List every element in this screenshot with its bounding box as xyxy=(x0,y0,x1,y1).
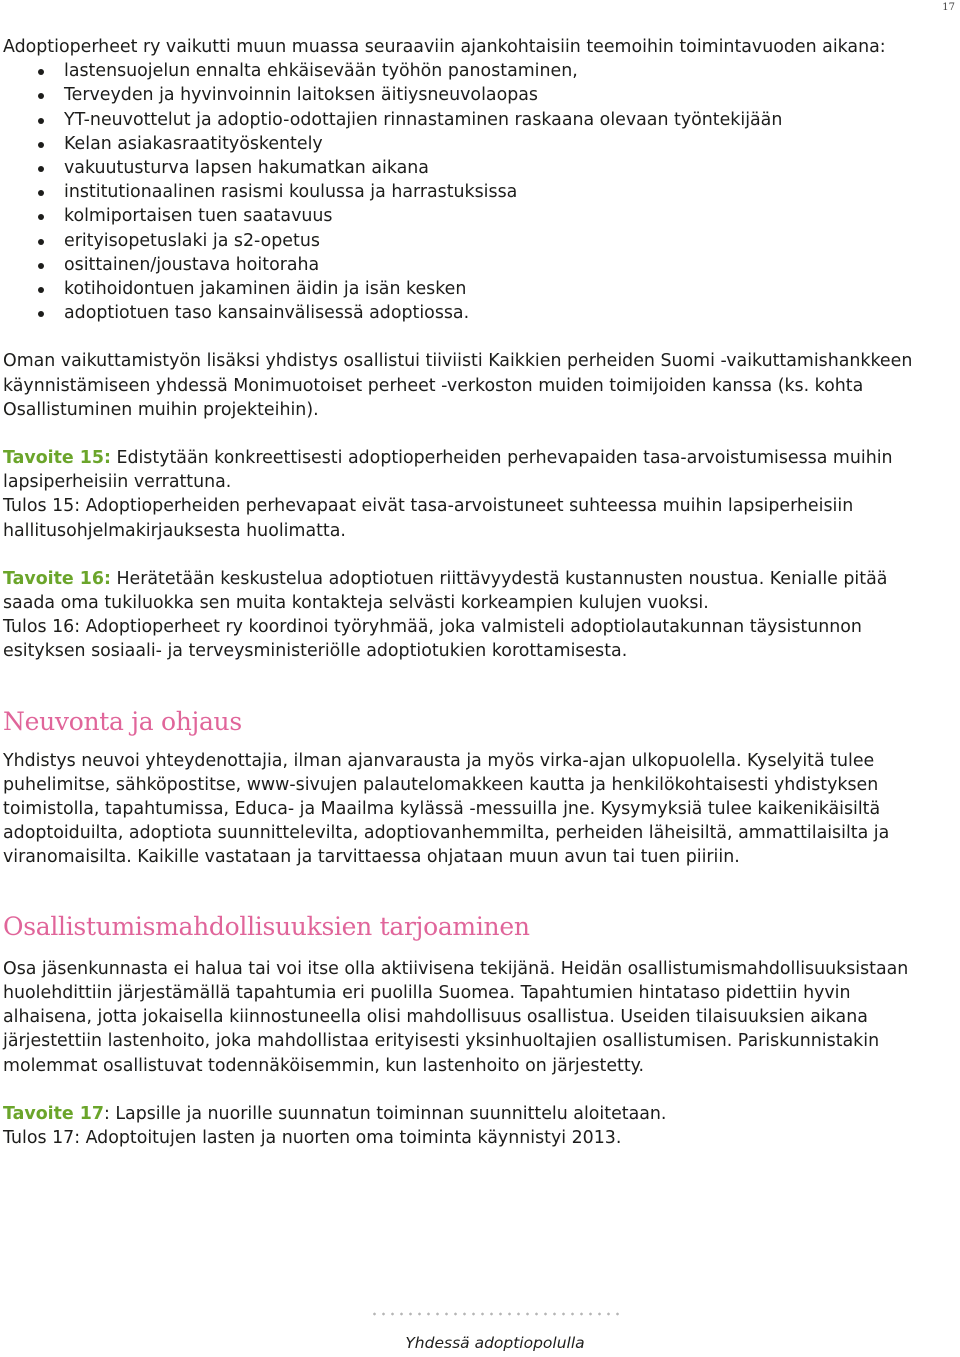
list-item xyxy=(3,301,918,325)
heading-neuvonta: Neuvonta ja ohjaus xyxy=(3,706,242,736)
list-item-text: Terveyden ja hyvinvoinnin laitoksen äitiysneuvolaopas xyxy=(64,85,538,106)
bullet-icon xyxy=(38,214,44,220)
bullet-icon xyxy=(38,239,44,245)
osallistuminen-paragraph: Osa jäsenkunnasta ei halua tai voi itse olla aktiivisena tekijänä. Heidän osallistumismahdollisuuksistaan huolehdittiin järjestämällä tapahtumia eri puolilla Suomea. Tapahtumien hintataso pidettiin hyvin alhaisena, jotta jokaisella kiinnostuneella olisi mahdollisuus osallistua. Useiden tilaisuuksien aikana järjestettiin lastenhoito, joka mahdollistaa erityisesti yksinhuoltajien osallistumisen. Pariskunnistakin molemmat osallistuvat todennäköisemmin, kun lastenhoito on järjestetty. xyxy=(3,958,909,1076)
neuvonta-paragraph: Yhdistys neuvoi yhteydenottajia, ilman ajanvarausta ja myös virka-ajan ulkopuolella. Kyselyitä tulee puhelimitse, sähköpostitse, www-sivujen palautelomakkeen kautta ja henkilökohtaisesti yhdistyksen toimistolla, tapahtumissa, Educa- ja Maailma kylässä -messuilla jne. Kysymyksiä tulee kaikenikäisiltä adoptoiduilta, adoptiota suunnittelevilta, adoptiovanhemmilta, perheiden läheisiltä, ammattilaisilta ja viranomaisilta. Kaikille vastataan ja tarvittaessa ohjataan muun avun tai tuen piiriin. xyxy=(3,750,890,868)
bullet-icon xyxy=(38,190,44,196)
list-item-text: YT-neuvottelut ja adoptio-odottajien rinnastaminen raskaana olevaan työntekijään xyxy=(64,109,783,130)
list-item-text: erityisopetuslaki ja s2-opetus xyxy=(64,230,320,251)
result-17: Tulos 17: Adoptoitujen lasten ja nuorten oma toiminta käynnistyi 2013. xyxy=(3,1127,622,1148)
goal-16-label: Tavoite 16: xyxy=(3,568,111,589)
list-item-text: osittainen/joustava hoitoraha xyxy=(64,254,320,275)
list-item xyxy=(3,132,918,156)
goal-17 xyxy=(3,1102,918,1126)
list-item xyxy=(3,229,918,253)
bullet-icon xyxy=(38,311,44,317)
bullet-icon xyxy=(38,166,44,172)
bullet-icon xyxy=(38,118,44,124)
list-item-text: kotihoidontuen jakaminen äidin ja isän kesken xyxy=(64,279,467,300)
list-item xyxy=(3,204,918,228)
goal-17-text: : Lapsille ja nuorille suunnatun toiminnan suunnittelu aloitetaan. xyxy=(103,1103,667,1124)
goal-15-label: Tavoite 15: xyxy=(3,448,111,469)
list-item-text: institutionaalinen rasismi koulussa ja harrastuksissa xyxy=(64,182,518,203)
result-15: Tulos 15: Adoptioperheiden perhevapaat eivät tasa-arvoistuneet suhteessa muihin lapsiperheisiin hallitusohjelmakirjauksesta huolimatta. xyxy=(3,496,854,541)
intro-paragraph: Adoptioperheet ry vaikutti muun muassa seuraaviin ajankohtaisiin teemoihin toimintavuoden aikana: xyxy=(3,37,886,57)
goal-16-text: Herätetään keskustelua adoptiotuen riittävyydestä kustannusten noustua. Kenialle pitää saada oma tukiluokka sen muita kontakteja selvästi korkeampien kulujen vuoksi. xyxy=(3,568,888,614)
page-content xyxy=(3,35,918,1150)
bullet-icon xyxy=(38,142,44,148)
list-item xyxy=(3,180,918,204)
footer-title: Yhdessä adoptiopolulla xyxy=(405,1334,585,1352)
list-item xyxy=(3,108,918,132)
list-item xyxy=(3,156,918,180)
list-item xyxy=(3,253,918,277)
goal-16 xyxy=(3,567,918,615)
list-item-text: kolmiportaisen tuen saatavuus xyxy=(64,206,333,227)
result-16: Tulos 16: Adoptioperheet ry koordinoi työryhmää, joka valmisteli adoptiolautakunnan täysistunnon esityksen sosiaali- ja terveysministeriölle adoptiotukien korottamisesta. xyxy=(3,617,862,662)
page-number: 17 xyxy=(942,2,955,13)
bullet-icon xyxy=(38,93,44,99)
bullet-icon xyxy=(38,263,44,269)
list-item-text: Kelan asiakasraatityöskentely xyxy=(64,133,323,154)
list-item-text: vakuutusturva lapsen hakumatkan aikana xyxy=(64,158,429,179)
bullet-icon xyxy=(38,69,44,75)
list-item xyxy=(3,83,918,107)
bullet-icon xyxy=(38,287,44,293)
list-item-text: adoptiotuen taso kansainvälisessä adoptiossa. xyxy=(64,303,470,324)
goal-15 xyxy=(3,446,918,494)
goal-17-label: Tavoite 17 xyxy=(3,1103,104,1124)
list-item xyxy=(3,277,918,301)
list-item xyxy=(3,59,918,83)
footer-dotted-rule xyxy=(370,1312,622,1316)
advocacy-paragraph: Oman vaikuttamistyön lisäksi yhdistys osallistui tiiviisti Kaikkien perheiden Suomi -vaikuttamishankkeen käynnistämiseen yhdessä Monimuotoiset perheet -verkoston muiden toimijoiden kanssa (ks. kohta Osallistuminen muihin projekteihin). xyxy=(3,351,913,420)
heading-osallistuminen: Osallistumismahdollisuuksien tarjoaminen xyxy=(3,911,530,941)
goal-15-text: Edistytään konkreettisesti adoptioperheiden perhevapaiden tasa-arvoistumisessa muihin lapsiperheisiin verrattuna. xyxy=(3,448,893,493)
list-item-text: lastensuojelun ennalta ehkäisevään työhön panostaminen, xyxy=(64,61,578,82)
theme-list xyxy=(3,59,918,325)
